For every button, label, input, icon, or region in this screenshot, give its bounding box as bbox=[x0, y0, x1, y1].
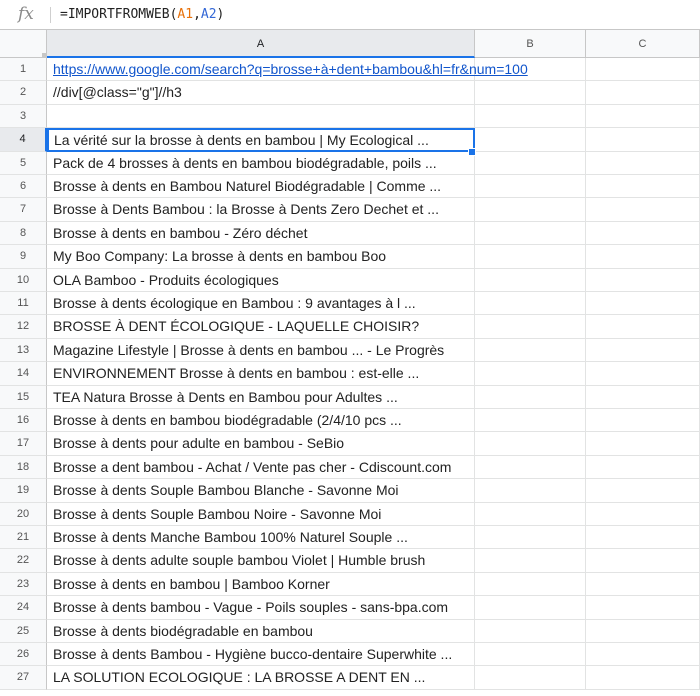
cell-a[interactable]: https://www.google.com/search?q=brosse+à+dent+bambou&hl=fr&num=100 bbox=[47, 58, 475, 81]
cell-b[interactable] bbox=[475, 175, 586, 198]
table-row bbox=[0, 292, 700, 315]
formula-bar-divider bbox=[50, 7, 51, 23]
cell-a[interactable]: Brosse à dents en Bambou Naturel Biodégradable | Comme ... bbox=[47, 175, 475, 198]
cell-a[interactable]: Brosse à dents biodégradable en bambou bbox=[47, 620, 475, 643]
cell-a[interactable]: Brosse à dents Manche Bambou 100% Naturel Souple ... bbox=[47, 526, 475, 549]
cell-c[interactable] bbox=[586, 222, 700, 245]
cell-c[interactable] bbox=[586, 81, 700, 104]
cell-b[interactable] bbox=[475, 386, 586, 409]
cell-b[interactable] bbox=[475, 479, 586, 502]
cell-b[interactable] bbox=[475, 573, 586, 596]
table-row bbox=[0, 198, 700, 221]
table-row bbox=[0, 620, 700, 643]
table-row bbox=[0, 409, 700, 432]
formula-suffix: ) bbox=[216, 7, 225, 22]
table-row bbox=[0, 666, 700, 689]
cell-a[interactable]: LA SOLUTION ECOLOGIQUE : LA BROSSE A DENT EN ... bbox=[47, 666, 475, 689]
cell-a[interactable]: Brosse à dents Bambou - Hygiène bucco-dentaire Superwhite ... bbox=[47, 643, 475, 666]
table-row bbox=[0, 152, 700, 175]
row-header[interactable]: 20 bbox=[0, 503, 47, 526]
cell-a[interactable]: My Boo Company: La brosse à dents en bambou Boo bbox=[47, 245, 475, 268]
cell-b[interactable] bbox=[475, 198, 586, 221]
cell-c[interactable] bbox=[586, 362, 700, 385]
cell-a[interactable]: Brosse à dents en bambou | Bamboo Korner bbox=[47, 573, 475, 596]
column-header-b[interactable]: B bbox=[475, 30, 586, 58]
formula-comma: , bbox=[193, 7, 201, 22]
cell-b[interactable] bbox=[475, 245, 586, 268]
row-header[interactable]: 5 bbox=[0, 152, 47, 175]
column-header-a[interactable]: A bbox=[47, 30, 475, 58]
cell-a[interactable]: OLA Bamboo - Produits écologiques bbox=[47, 269, 475, 292]
table-row bbox=[0, 456, 700, 479]
cell-c[interactable] bbox=[586, 549, 700, 572]
cell-c[interactable] bbox=[586, 526, 700, 549]
cell-b[interactable] bbox=[475, 81, 586, 104]
cell-b[interactable] bbox=[475, 549, 586, 572]
cell-c[interactable] bbox=[586, 245, 700, 268]
table-row bbox=[0, 596, 700, 619]
table-row bbox=[0, 81, 700, 104]
cell-c[interactable] bbox=[586, 339, 700, 362]
cell-b[interactable] bbox=[475, 456, 586, 479]
cell-b[interactable] bbox=[475, 362, 586, 385]
cell-c[interactable] bbox=[586, 386, 700, 409]
cell-b[interactable] bbox=[475, 409, 586, 432]
row-header[interactable]: 19 bbox=[0, 479, 47, 502]
formula-bar bbox=[0, 0, 700, 30]
row-header[interactable]: 13 bbox=[0, 339, 47, 362]
row-header[interactable]: 26 bbox=[0, 643, 47, 666]
cell-c[interactable] bbox=[586, 58, 700, 81]
row-header[interactable]: 8 bbox=[0, 222, 47, 245]
table-row bbox=[0, 105, 700, 128]
cell-c[interactable] bbox=[586, 573, 700, 596]
table-row bbox=[0, 222, 700, 245]
cell-c[interactable] bbox=[586, 128, 700, 151]
cell-a[interactable]: BROSSE À DENT ÉCOLOGIQUE - LAQUELLE CHOISIR? bbox=[47, 315, 475, 338]
row-header[interactable]: 1 bbox=[0, 58, 47, 81]
cell-c[interactable] bbox=[586, 292, 700, 315]
cell-b[interactable] bbox=[475, 432, 586, 455]
cell-a[interactable]: Magazine Lifestyle | Brosse à dents en bambou ... - Le Progrès bbox=[47, 339, 475, 362]
cell-c[interactable] bbox=[586, 666, 700, 689]
fill-handle[interactable] bbox=[468, 148, 476, 156]
cell-a[interactable]: Brosse à dents pour adulte en bambou - SeBio bbox=[47, 432, 475, 455]
row-header[interactable]: 7 bbox=[0, 198, 47, 221]
select-all-corner[interactable] bbox=[0, 30, 47, 58]
row-header[interactable]: 2 bbox=[0, 81, 47, 104]
cell-a[interactable]: Brosse à dents Souple Bambou Noire - Savonne Moi bbox=[47, 503, 475, 526]
cell-a[interactable]: Brosse à dents bambou - Vague - Poils souples - sans-bpa.com bbox=[47, 596, 475, 619]
fx-icon: fx bbox=[18, 4, 34, 24]
cell-c[interactable] bbox=[586, 175, 700, 198]
row-header[interactable]: 3 bbox=[0, 105, 47, 128]
table-row bbox=[0, 339, 700, 362]
table-row bbox=[0, 269, 700, 292]
row-header[interactable]: 4 bbox=[0, 128, 47, 151]
table-row bbox=[0, 479, 700, 502]
formula-ref-a1: A1 bbox=[177, 7, 194, 22]
table-row bbox=[0, 175, 700, 198]
row-header[interactable]: 22 bbox=[0, 549, 47, 572]
cell-b[interactable] bbox=[475, 339, 586, 362]
table-row bbox=[0, 315, 700, 338]
cell-a[interactable] bbox=[47, 105, 475, 128]
formula-input[interactable] bbox=[60, 7, 224, 22]
cell-b[interactable] bbox=[475, 222, 586, 245]
table-row bbox=[0, 643, 700, 666]
cell-c[interactable] bbox=[586, 479, 700, 502]
cell-b[interactable] bbox=[475, 152, 586, 175]
cell-a[interactable]: //div[@class="g"]//h3 bbox=[47, 81, 475, 104]
cell-a[interactable]: Brosse à dents Souple Bambou Blanche - Savonne Moi bbox=[47, 479, 475, 502]
table-row bbox=[0, 526, 700, 549]
row-header[interactable]: 9 bbox=[0, 245, 47, 268]
cell-c[interactable] bbox=[586, 105, 700, 128]
cell-c[interactable] bbox=[586, 503, 700, 526]
cell-b[interactable] bbox=[475, 105, 586, 128]
cell-b[interactable] bbox=[475, 269, 586, 292]
cell-c[interactable] bbox=[586, 432, 700, 455]
cell-b[interactable] bbox=[475, 596, 586, 619]
column-header-row bbox=[0, 30, 700, 58]
cell-a[interactable]: Brosse à dents adulte souple bambou Violet | Humble brush bbox=[47, 549, 475, 572]
row-header[interactable]: 17 bbox=[0, 432, 47, 455]
table-row bbox=[0, 432, 700, 455]
row-header[interactable]: 23 bbox=[0, 573, 47, 596]
table-row bbox=[0, 128, 700, 151]
cell-c[interactable] bbox=[586, 620, 700, 643]
table-row bbox=[0, 245, 700, 268]
row-header[interactable]: 16 bbox=[0, 409, 47, 432]
cell-b[interactable] bbox=[475, 620, 586, 643]
cell-b[interactable] bbox=[475, 503, 586, 526]
row-header[interactable]: 25 bbox=[0, 620, 47, 643]
formula-prefix: =IMPORTFROMWEB( bbox=[60, 7, 178, 22]
table-row bbox=[0, 362, 700, 385]
cell-b[interactable] bbox=[475, 643, 586, 666]
row-header[interactable]: 11 bbox=[0, 292, 47, 315]
cell-c[interactable] bbox=[586, 643, 700, 666]
row-header[interactable]: 15 bbox=[0, 386, 47, 409]
cell-b[interactable] bbox=[475, 58, 586, 81]
cell-a[interactable]: Brosse à dents écologique en Bambou : 9 avantages à l ... bbox=[47, 292, 475, 315]
cell-c[interactable] bbox=[586, 269, 700, 292]
cell-a[interactable]: TEA Natura Brosse à Dents en Bambou pour Adultes ... bbox=[47, 386, 475, 409]
cell-a[interactable]: Pack de 4 brosses à dents en bambou biodégradable, poils ... bbox=[47, 152, 475, 175]
row-header[interactable]: 6 bbox=[0, 175, 47, 198]
cell-c[interactable] bbox=[586, 198, 700, 221]
cell-a[interactable]: Brosse a dent bambou - Achat / Vente pas cher - Cdiscount.com bbox=[47, 456, 475, 479]
cell-c[interactable] bbox=[586, 596, 700, 619]
cell-a[interactable]: Brosse à dents en bambou - Zéro déchet bbox=[47, 222, 475, 245]
table-row bbox=[0, 386, 700, 409]
row-header[interactable]: 10 bbox=[0, 269, 47, 292]
row-header[interactable]: 12 bbox=[0, 315, 47, 338]
cell-c[interactable] bbox=[586, 409, 700, 432]
cell-b[interactable] bbox=[475, 128, 586, 151]
cell-b[interactable] bbox=[475, 315, 586, 338]
active-cell[interactable]: La vérité sur la brosse à dents en bambou | My Ecological ... bbox=[47, 128, 475, 151]
row-header[interactable]: 14 bbox=[0, 362, 47, 385]
row-header[interactable]: 27 bbox=[0, 666, 47, 689]
cell-a[interactable]: Brosse à Dents Bambou : la Brosse à Dents Zero Dechet et ... bbox=[47, 198, 475, 221]
table-row bbox=[0, 503, 700, 526]
formula-ref-a2: A2 bbox=[200, 7, 217, 22]
cell-a[interactable]: Brosse à dents en bambou biodégradable (2/4/10 pcs ... bbox=[47, 409, 475, 432]
cell-a[interactable]: ENVIRONNEMENT Brosse à dents en bambou : est-elle ... bbox=[47, 362, 475, 385]
table-row bbox=[0, 549, 700, 572]
table-row bbox=[0, 58, 700, 81]
row-header[interactable]: 18 bbox=[0, 456, 47, 479]
row-header[interactable]: 24 bbox=[0, 596, 47, 619]
cell-c[interactable] bbox=[586, 456, 700, 479]
cell-b[interactable] bbox=[475, 292, 586, 315]
row-header[interactable]: 21 bbox=[0, 526, 47, 549]
cell-b[interactable] bbox=[475, 526, 586, 549]
cell-c[interactable] bbox=[586, 315, 700, 338]
table-row bbox=[0, 573, 700, 596]
spreadsheet-grid bbox=[0, 30, 700, 696]
column-header-c[interactable]: C bbox=[586, 30, 700, 58]
cell-b[interactable] bbox=[475, 666, 586, 689]
cell-c[interactable] bbox=[586, 152, 700, 175]
